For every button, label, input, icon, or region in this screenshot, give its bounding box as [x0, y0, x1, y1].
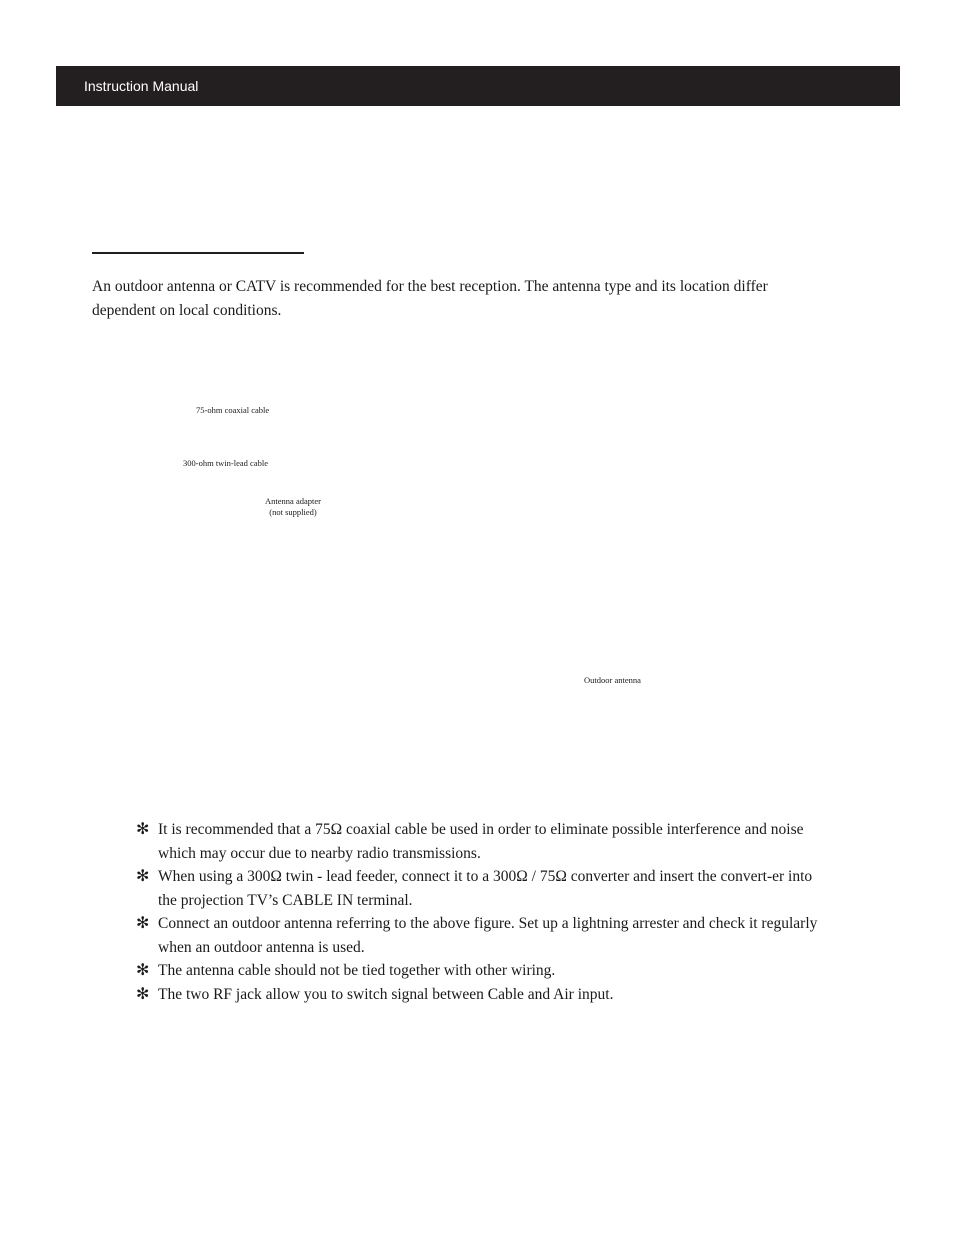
asterisk-bullet-icon: ✻ — [136, 915, 150, 932]
asterisk-bullet-icon: ✻ — [136, 985, 150, 1003]
label-outdoor-antenna: Outdoor antenna — [584, 675, 641, 685]
note-item — [136, 818, 826, 865]
note-item — [136, 959, 826, 983]
header-bar — [56, 66, 900, 106]
note-text: It is recommended that a 75Ω coaxial cable be used in order to eliminate possible interference and noise which may occur due to nearby radio transmissions. — [158, 821, 804, 862]
note-text: The two RF jack allow you to switch signal between Cable and Air input. — [158, 985, 614, 1003]
asterisk-bullet-icon: ✻ — [136, 868, 150, 885]
note-text: The antenna cable should not be tied together with other wiring. — [158, 962, 556, 979]
note-text: Connect an outdoor antenna referring to the above figure. Set up a lightning arrester and check it regularly when an outdoor antenna is used. — [158, 915, 818, 956]
header-title: Instruction Manual — [84, 78, 199, 94]
note-text: When using a 300Ω twin - lead feeder, connect it to a 300Ω / 75Ω converter and insert the convert-er into the projection TV’s CABLE IN terminal. — [158, 868, 813, 909]
label-antenna-adapter-line2: (not supplied) — [269, 507, 317, 517]
note-item — [136, 983, 826, 1007]
label-coaxial-cable: 75-ohm coaxial cable — [196, 405, 270, 415]
section-divider — [92, 252, 304, 254]
label-antenna-adapter-line1: Antenna adapter — [265, 496, 321, 506]
label-twin-lead-cable: 300-ohm twin-lead cable — [183, 458, 268, 468]
asterisk-bullet-icon: ✻ — [136, 821, 150, 838]
note-item — [136, 865, 826, 912]
intro-paragraph: An outdoor antenna or CATV is recommended for the best reception. The antenna type and its location differ dependent on local conditions. — [92, 278, 768, 319]
notes-list — [136, 818, 826, 1006]
label-antenna-adapter — [262, 496, 324, 518]
note-item — [136, 912, 826, 959]
asterisk-bullet-icon: ✻ — [136, 962, 150, 979]
